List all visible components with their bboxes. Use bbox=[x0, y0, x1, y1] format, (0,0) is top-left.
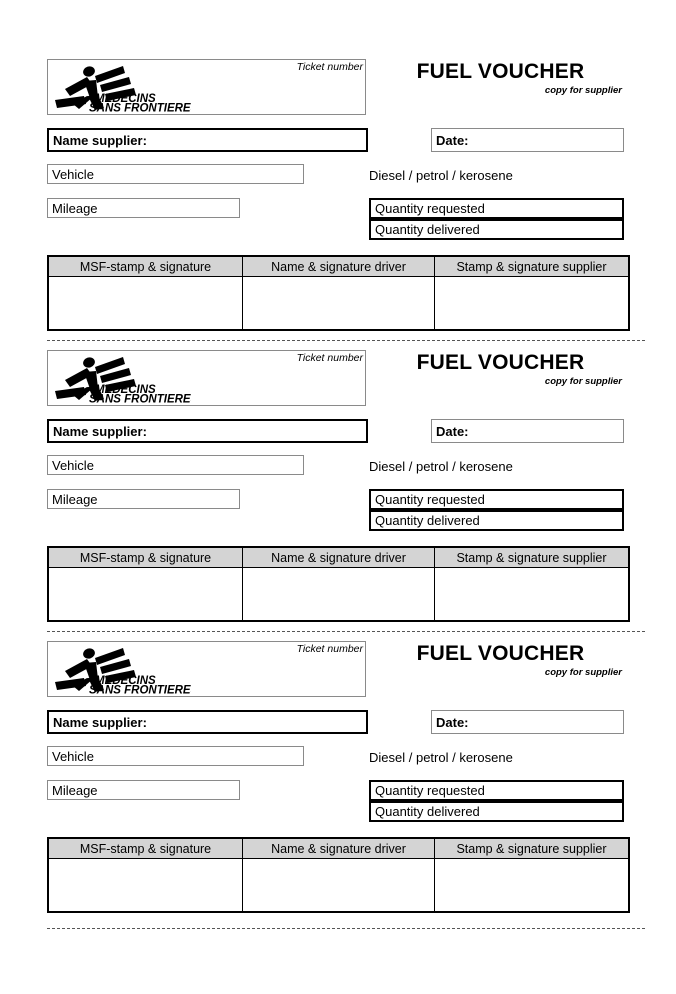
quantity-delivered-field[interactable]: Quantity delivered bbox=[369, 219, 624, 240]
signature-cell-driver[interactable] bbox=[243, 277, 435, 331]
voucher-block-2 bbox=[47, 350, 624, 565]
page-title: FUEL VOUCHER bbox=[416, 642, 585, 665]
voucher-header bbox=[47, 59, 624, 117]
fuel-type-label: Diesel / petrol / kerosene bbox=[369, 750, 513, 765]
svg-text:MEDECINS: MEDECINS bbox=[95, 384, 156, 396]
signature-cell-supplier[interactable] bbox=[435, 568, 630, 622]
page-title: FUEL VOUCHER bbox=[416, 351, 585, 374]
voucher-block-3 bbox=[47, 641, 624, 856]
name-supplier-field[interactable]: Name supplier: bbox=[47, 710, 368, 734]
date-field[interactable]: Date: bbox=[431, 710, 624, 734]
voucher-block-1 bbox=[47, 59, 624, 274]
svg-text:MEDECINS: MEDECINS bbox=[95, 93, 156, 105]
quantity-requested-field[interactable]: Quantity requested bbox=[369, 198, 624, 219]
voucher-title-group bbox=[377, 641, 624, 679]
svg-text:SANS FRONTIERES: SANS FRONTIERES bbox=[89, 102, 191, 113]
column-header-driver: Name & signature driver bbox=[243, 256, 435, 277]
page-title: FUEL VOUCHER bbox=[416, 60, 585, 83]
signature-table-row bbox=[48, 277, 629, 331]
quantity-requested-field[interactable]: Quantity requested bbox=[369, 489, 624, 510]
column-header-msf-stamp: MSF-stamp & signature bbox=[48, 547, 243, 568]
logo-ticket-box bbox=[47, 641, 366, 697]
signature-cell-msf-stamp[interactable] bbox=[48, 859, 243, 913]
vehicle-field[interactable]: Vehicle bbox=[47, 455, 304, 475]
signature-cell-supplier[interactable] bbox=[435, 277, 630, 331]
date-field[interactable]: Date: bbox=[431, 128, 624, 152]
ticket-number-label: Ticket number bbox=[296, 643, 363, 655]
signature-cell-msf-stamp[interactable] bbox=[48, 277, 243, 331]
mileage-field[interactable]: Mileage bbox=[47, 780, 240, 800]
fuel-type-label: Diesel / petrol / kerosene bbox=[369, 459, 513, 474]
quantity-requested-field[interactable]: Quantity requested bbox=[369, 780, 624, 801]
signature-table bbox=[47, 255, 630, 331]
quantity-delivered-field[interactable]: Quantity delivered bbox=[369, 510, 624, 531]
voucher-title-group bbox=[377, 350, 624, 388]
quantity-delivered-field[interactable]: Quantity delivered bbox=[369, 801, 624, 822]
vehicle-field[interactable]: Vehicle bbox=[47, 164, 304, 184]
column-header-driver: Name & signature driver bbox=[243, 547, 435, 568]
mileage-field[interactable]: Mileage bbox=[47, 198, 240, 218]
cut-line-1 bbox=[47, 340, 645, 341]
msf-logo bbox=[51, 354, 191, 404]
signature-table-header-row bbox=[48, 838, 629, 859]
voucher-title-group bbox=[377, 59, 624, 97]
name-supplier-field[interactable]: Name supplier: bbox=[47, 419, 368, 443]
svg-text:SANS FRONTIERES: SANS FRONTIERES bbox=[89, 393, 191, 404]
signature-table-header-row bbox=[48, 256, 629, 277]
voucher-subtitle: copy for supplier bbox=[544, 85, 622, 96]
signature-table bbox=[47, 837, 630, 913]
signature-table-row bbox=[48, 859, 629, 913]
ticket-number-label: Ticket number bbox=[296, 352, 363, 364]
signature-cell-driver[interactable] bbox=[243, 859, 435, 913]
signature-table bbox=[47, 546, 630, 622]
signature-cell-msf-stamp[interactable] bbox=[48, 568, 243, 622]
vehicle-field[interactable]: Vehicle bbox=[47, 746, 304, 766]
column-header-driver: Name & signature driver bbox=[243, 838, 435, 859]
voucher-subtitle: copy for supplier bbox=[544, 376, 622, 387]
name-supplier-field[interactable]: Name supplier: bbox=[47, 128, 368, 152]
signature-cell-supplier[interactable] bbox=[435, 859, 630, 913]
column-header-supplier: Stamp & signature supplier bbox=[435, 256, 630, 277]
msf-logo bbox=[51, 63, 191, 113]
svg-text:MEDECINS: MEDECINS bbox=[95, 675, 156, 687]
signature-table-row bbox=[48, 568, 629, 622]
fuel-type-label: Diesel / petrol / kerosene bbox=[369, 168, 513, 183]
cut-line-3 bbox=[47, 928, 645, 929]
voucher-header bbox=[47, 350, 624, 408]
cut-line-2 bbox=[47, 631, 645, 632]
logo-ticket-box bbox=[47, 350, 366, 406]
date-field[interactable]: Date: bbox=[431, 419, 624, 443]
logo-ticket-box bbox=[47, 59, 366, 115]
column-header-msf-stamp: MSF-stamp & signature bbox=[48, 256, 243, 277]
signature-cell-driver[interactable] bbox=[243, 568, 435, 622]
column-header-supplier: Stamp & signature supplier bbox=[435, 838, 630, 859]
signature-table-header-row bbox=[48, 547, 629, 568]
mileage-field[interactable]: Mileage bbox=[47, 489, 240, 509]
column-header-msf-stamp: MSF-stamp & signature bbox=[48, 838, 243, 859]
voucher-subtitle: copy for supplier bbox=[544, 667, 622, 678]
voucher-header bbox=[47, 641, 624, 699]
msf-logo bbox=[51, 645, 191, 695]
column-header-supplier: Stamp & signature supplier bbox=[435, 547, 630, 568]
ticket-number-label: Ticket number bbox=[296, 61, 363, 73]
svg-text:SANS FRONTIERES: SANS FRONTIERES bbox=[89, 684, 191, 695]
